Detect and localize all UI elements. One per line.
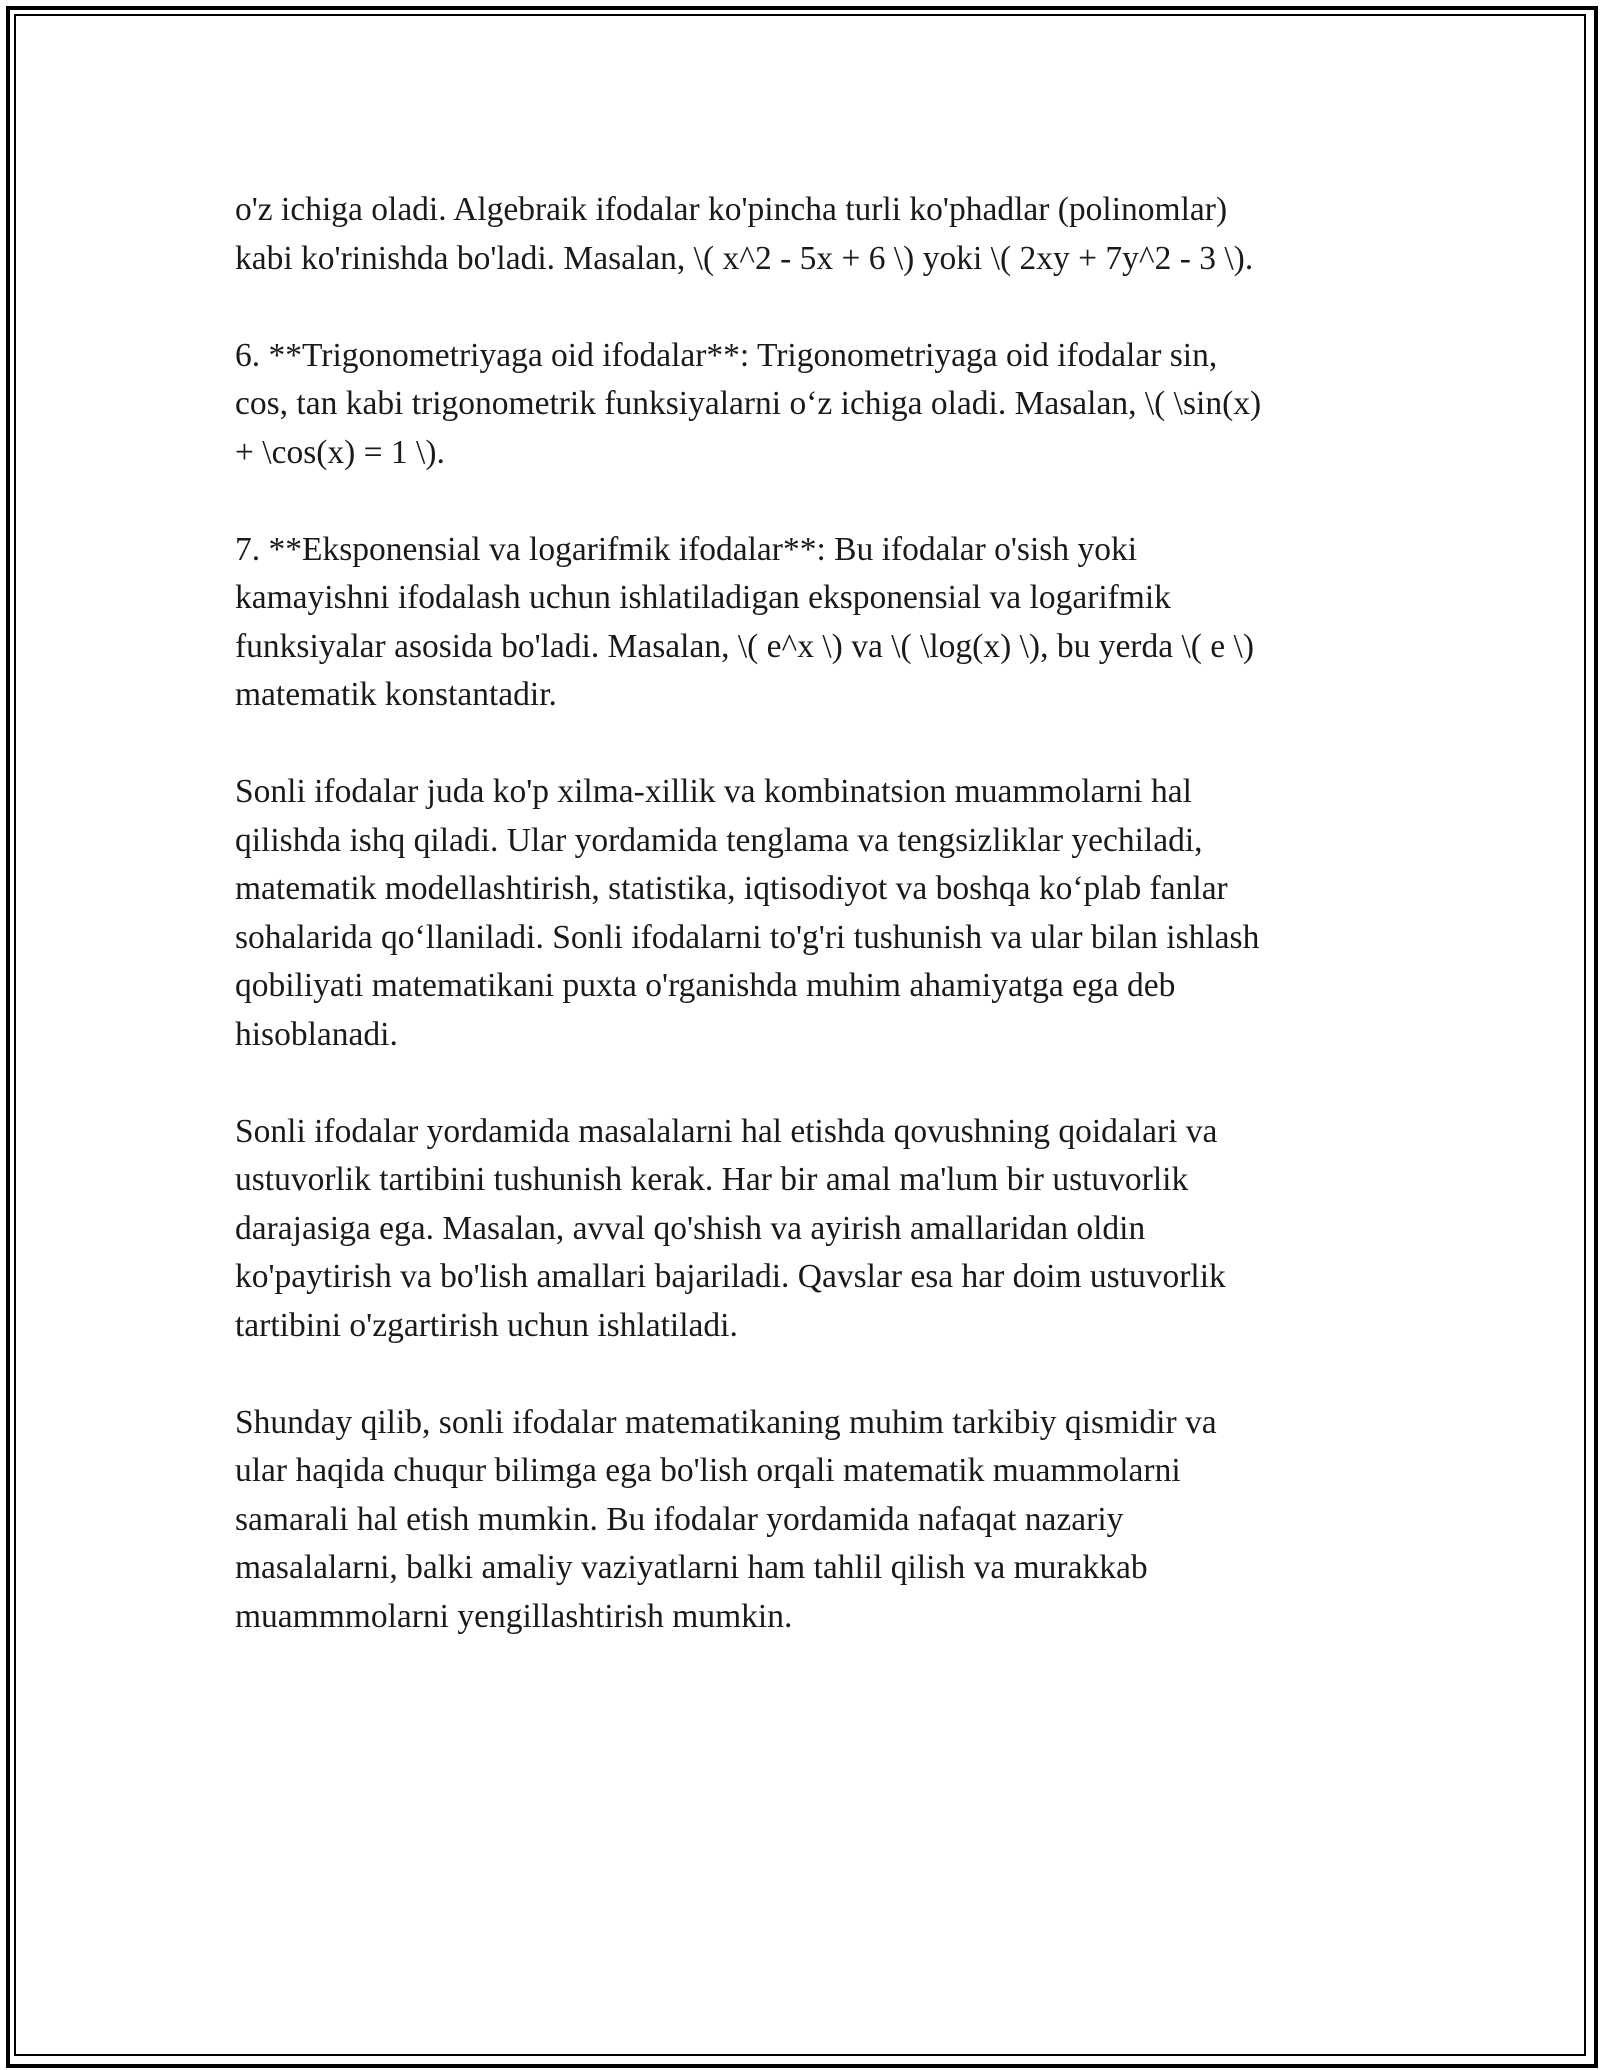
- paragraph-applications: Sonli ifodalar juda ko'p xilma-xillik va kombinatsion muammolarni hal qilishda ishq qiladi. Ular yordamida tenglama va tengsizliklar yechiladi, matematik modellashtirish, statistika, iqtisodiyot va boshqa ko‘plab fanlar sohalarida qo‘llaniladi. Sonli ifodalarni to'g'ri tushunish va ular bilan ishlash qobiliyati matematikani puxta o'rganishda muhim ahamiyatga ega deb hisoblanadi.: [235, 773, 1260, 1053]
- paragraph-order-of-operations: Sonli ifodalar yordamida masalalarni hal etishda qovushning qoidalari va ustuvorlik tartibini tushunish kerak. Har bir amal ma'lum bir ustuvorlik darajasiga ega. Masalan, avval qo'shish va ayirish amallaridan oldin ko'paytirish va bo'lish amallari bajariladi. Qavslar esa har doim ustuvorlik tartibini o'zgartirish uchun ishlatiladi.: [235, 1112, 1226, 1344]
- document-body: [235, 186, 1375, 1690]
- paragraph-conclusion: Shunday qilib, sonli ifodalar matematikaning muhim tarkibiy qismidir va ular haqida chuqur bilimga ega bo'lish orqali matematik muammolarni samarali hal etish mumkin. Bu ifodalar yordamida nafaqat nazariy masalalarni, balki amaliy vaziyatlarni ham tahlil qilish va murakkab muammmolarni yengillashtirish mumkin.: [235, 1403, 1217, 1635]
- paragraph-algebraic-continuation: o'z ichiga oladi. Algebraik ifodalar ko'pincha turli ko'phadlar (polinomlar) kabi ko'rinishda bo'ladi. Masalan, \( x^2 - 5x + 6 \) yoki \( 2xy + 7y^2 - 3 \).: [235, 191, 1254, 277]
- paragraph-trigonometric-expressions: 6. **Trigonometriyaga oid ifodalar**: Trigonometriyaga oid ifodalar sin, cos, tan kabi trigonometrik funksiyalarni o‘z ichiga oladi. Masalan, \( \sin(x) + \cos(x) = 1 \).: [235, 336, 1262, 471]
- paragraph-exponential-logarithmic: 7. **Eksponensial va logarifmik ifodalar**: Bu ifodalar o'sish yoki kamayishni ifodalash uchun ishlatiladigan eksponensial va logarifmik funksiyalar asosida bo'ladi. Masalan, \( e^x \) va \( \log(x) \), bu yerda \( e \) matematik konstantadir.: [235, 530, 1255, 713]
